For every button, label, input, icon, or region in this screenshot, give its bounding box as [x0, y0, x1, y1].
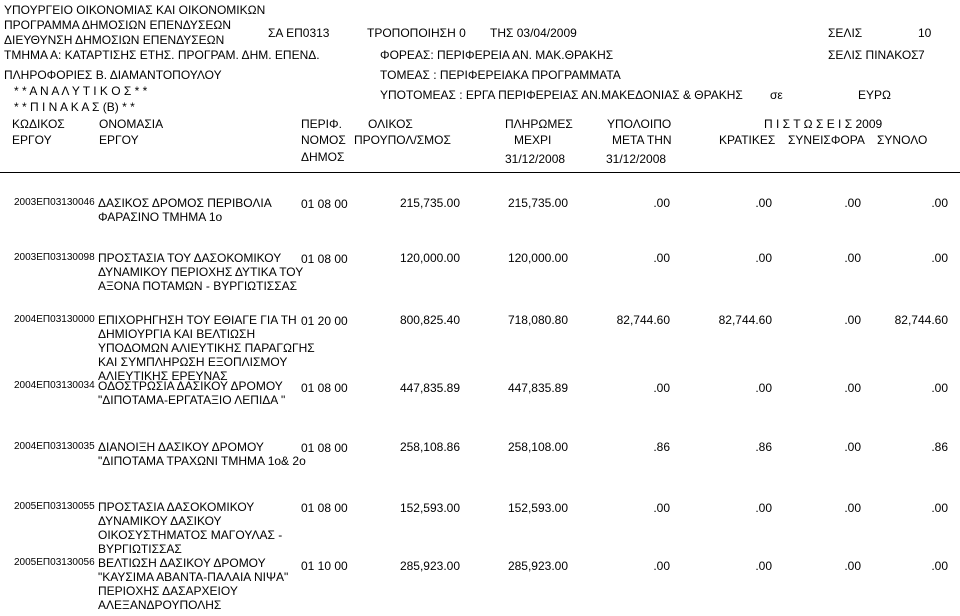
- row-remaining: .86: [653, 440, 670, 454]
- row-national: .00: [755, 501, 772, 515]
- row-cofund: .00: [844, 196, 861, 210]
- row-paid: 718,080.80: [507, 313, 568, 327]
- row-name: ΕΠΙΧΟΡΗΓΗΣΗ ΤΟΥ ΕΘΙΑΓΕ ΓΙΑ ΤΗ ΔΗΜΙΟΥΡΓΙΑ ΚΑΙ ΒΕΛΤΙΩΣΗ ΥΠΟΔΟΜΩΝ ΑΛΙΕΥΤΙΚΗΣ ΠΑΡΑΓΩΓΗΣ ΚΑΙ ΣΥΜΠΛΗΡΩΣΗ ΕΞΟΠΛΙΣΜΟΥ ΑΛΙΕΥΤΙΚΗΣ ΕΡΕΥΝΑΣ: [98, 313, 315, 383]
- row-name: ΔΙΑΝΟΙΞΗ ΔΑΣΙΚΟΥ ΔΡΟΜΟΥ "ΔΙΠΟΤΑΜΑ ΤΡΑΧΩΝΙ ΤΜΗΜΑ 1ο& 2ο: [98, 440, 306, 468]
- row-sum: .00: [931, 381, 948, 395]
- row-code: 2003ΕΠ03130046: [14, 197, 95, 208]
- row-name: ΒΕΛΤΙΩΣΗ ΔΑΣΙΚΟΥ ΔΡΟΜΟΥ "ΚΑΥΣΙΜΑ ΑΒΑΝΤΑ-ΠΑΛΑΙΑ ΝΙΨΑ" ΠΕΡΙΟΧΗΣ ΔΑΣΑΡΧΕΙΟΥ ΑΛΕΞΑΝΔΡΟΥΠΟΛΗΣ: [98, 556, 289, 612]
- row-sum: 82,744.60: [894, 313, 948, 327]
- row-sum: .86: [931, 440, 948, 454]
- header-divider: [0, 172, 960, 173]
- pinakas-label: * * Π Ι Ν Α Κ Α Σ (Β) * *: [14, 100, 135, 114]
- row-cofund: .00: [844, 559, 861, 573]
- col-paid-2: ΜΕΧΡΙ: [514, 133, 552, 147]
- row-cofund: .00: [844, 501, 861, 515]
- col-paid-1: ΠΛΗΡΩΜΕΣ: [505, 117, 573, 131]
- col-nom-3: ΔΗΜΟΣ: [301, 150, 345, 164]
- row-name: ΔΑΣΙΚΟΣ ΔΡΟΜΟΣ ΠΕΡΙΒΟΛΙΑ ΦΑΡΑΣΙΝΟ ΤΜΗΜΑ 1ο: [98, 196, 272, 224]
- col-sum: ΣΥΝΟΛΟ: [877, 133, 928, 147]
- directorate-title: ΔΙΕΥΘΥΝΣΗ ΔΗΜΟΣΙΩΝ ΕΠΕΝΔΥΣΕΩΝ: [4, 33, 225, 47]
- modification-label: ΤΡΟΠΟΠΟΙΗΣΗ 0: [367, 26, 466, 40]
- col-code-2: ΕΡΓΟΥ: [12, 133, 52, 147]
- table-page-number: 7: [918, 48, 925, 62]
- row-sum: .00: [931, 559, 948, 573]
- col-credits-title: Π Ι Σ Τ Ω Σ Ε Ι Σ 2009: [764, 117, 883, 131]
- col-total-2: ΠΡΟΥΠΟΛ/ΣΜΟΣ: [354, 133, 451, 147]
- row-cofund: .00: [844, 251, 861, 265]
- row-code: 2005ΕΠ03130055: [14, 501, 95, 512]
- row-total: 215,735.00: [399, 196, 460, 210]
- row-cofund: .00: [844, 381, 861, 395]
- row-remaining: .00: [653, 559, 670, 573]
- report-date: ΤΗΣ 03/04/2009: [490, 26, 577, 40]
- row-remaining: .00: [653, 196, 670, 210]
- ministry-title: ΥΠΟΥΡΓΕΙΟ ΟΙΚΟΝΟΜΙΑΣ ΚΑΙ ΟΙΚΟΝΟΜΙΚΩΝ: [4, 3, 266, 17]
- sector-label: ΤΟΜΕΑΣ : ΠΕΡΙΦΕΡΕΙΑΚΑ ΠΡΟΓΡΑΜΜΑΤΑ: [380, 68, 621, 82]
- row-sum: .00: [931, 196, 948, 210]
- row-remaining: .00: [653, 251, 670, 265]
- row-total: 120,000.00: [399, 251, 460, 265]
- row-nomos: 01 08 00: [301, 441, 348, 455]
- agency-label: ΦΟΡΕΑΣ: ΠΕΡΙΦΕΡΕΙΑ ΑΝ. ΜΑΚ.ΘΡΑΚΗΣ: [380, 48, 614, 62]
- row-total: 285,923.00: [399, 559, 460, 573]
- unit-euro: ΕΥΡΩ: [858, 88, 891, 102]
- row-nomos: 01 10 00: [301, 559, 348, 573]
- row-code: 2004ΕΠ03130034: [14, 380, 95, 391]
- row-nomos: 01 08 00: [301, 197, 348, 211]
- row-paid: 120,000.00: [507, 251, 568, 265]
- row-code: 2004ΕΠ03130000: [14, 314, 95, 325]
- row-sum: .00: [931, 501, 948, 515]
- row-code: 2005ΕΠ03130056: [14, 557, 95, 568]
- col-national: ΚΡΑΤΙΚΕΣ: [719, 133, 776, 147]
- row-total: 258,108.86: [399, 440, 460, 454]
- sa-code: ΣΑ ΕΠ0313: [268, 26, 330, 40]
- department-title: ΤΜΗΜΑ Α: ΚΑΤΑΡΤΙΣΗΣ ΕΤΗΣ. ΠΡΟΓΡΑΜ. ΔΗΜ. ΕΠΕΝΔ.: [4, 48, 320, 62]
- row-nomos: 01 08 00: [301, 252, 348, 266]
- row-sum: .00: [931, 251, 948, 265]
- row-paid: 152,593.00: [507, 501, 568, 515]
- row-paid: 215,735.00: [507, 196, 568, 210]
- col-name-2: ΕΡΓΟΥ: [99, 133, 139, 147]
- row-paid: 285,923.00: [507, 559, 568, 573]
- col-rem-3: 31/12/2008: [606, 152, 667, 166]
- row-paid: 447,835.89: [507, 381, 568, 395]
- page-label: ΣΕΛΙΣ: [828, 26, 863, 40]
- row-national: .00: [755, 381, 772, 395]
- row-national: 82,744.60: [718, 313, 772, 327]
- row-national: .86: [755, 440, 772, 454]
- row-national: .00: [755, 251, 772, 265]
- unit-se: σε: [770, 88, 783, 102]
- row-remaining: 82,744.60: [616, 313, 670, 327]
- row-national: .00: [755, 196, 772, 210]
- table-page-label: ΣΕΛΙΣ ΠΙΝΑΚΟΣ: [828, 48, 919, 62]
- page-number: 10: [918, 26, 932, 40]
- row-total: 447,835.89: [399, 381, 460, 395]
- row-nomos: 01 08 00: [301, 501, 348, 515]
- row-code: 2003ΕΠ03130098: [14, 252, 95, 263]
- info-label: ΠΛΗΡΟΦΟΡΙΕΣ Β. ΔΙΑΜΑΝΤΟΠΟΥΛΟΥ: [4, 68, 222, 82]
- col-total-1: ΟΛΙΚΟΣ: [368, 117, 413, 131]
- row-remaining: .00: [653, 381, 670, 395]
- analytikos-label: * * Α Ν Α Λ Υ Τ Ι Κ Ο Σ * *: [14, 84, 148, 98]
- row-name: ΠΡΟΣΤΑΣΙΑ ΔΑΣΟΚΟΜΙΚΟΥ ΔΥΝΑΜΙΚΟΥ ΔΑΣΙΚΟΥ ΟΙΚΟΣΥΣΤΗΜΑΤΟΣ ΜΑΓΟΥΛΑΣ - ΒΥΡΓΙΩΤΙΣΣΑΣ: [98, 500, 283, 556]
- col-nom-2: ΝΟΜΟΣ: [301, 133, 346, 147]
- row-code: 2004ΕΠ03130035: [14, 441, 95, 452]
- row-remaining: .00: [653, 501, 670, 515]
- col-cofund: ΣΥΝΕΙΣΦΟΡΑ: [788, 133, 865, 147]
- row-name: ΟΔΟΣΤΡΩΣΙΑ ΔΑΣΙΚΟΥ ΔΡΟΜΟΥ "ΔΙΠΟΤΑΜΑ-ΕΡΓΑΤΑΞΙΟ ΛΕΠΙΔΑ ": [98, 379, 286, 407]
- row-cofund: .00: [844, 313, 861, 327]
- col-nom-1: ΠΕΡΙΦ.: [301, 117, 342, 131]
- row-nomos: 01 08 00: [301, 381, 348, 395]
- row-name: ΠΡΟΣΤΑΣΙΑ ΤΟΥ ΔΑΣΟΚΟΜΙΚΟΥ ΔΥΝΑΜΙΚΟΥ ΠΕΡΙΟΧΗΣ ΔΥΤΙΚΑ ΤΟΥ ΑΞΟΝΑ ΠΟΤΑΜΩΝ - ΒΥΡΓΙΩΤΙΣΣΑΣ: [98, 251, 304, 293]
- subsector-label: ΥΠΟΤΟΜΕΑΣ : ΕΡΓΑ ΠΕΡΙΦΕΡΕΙΑΣ ΑΝ.ΜΑΚΕΔΟΝΙΑΣ & ΘΡΑΚΗΣ: [380, 88, 743, 102]
- col-rem-2: ΜΕΤΑ ΤΗΝ: [612, 133, 672, 147]
- row-paid: 258,108.00: [507, 440, 568, 454]
- row-total: 152,593.00: [399, 501, 460, 515]
- program-title: ΠΡΟΓΡΑΜΜΑ ΔΗΜΟΣΙΩΝ ΕΠΕΝΔΥΣΕΩΝ: [4, 18, 231, 32]
- row-nomos: 01 20 00: [301, 314, 348, 328]
- row-national: .00: [755, 559, 772, 573]
- col-name-1: ΟΝΟΜΑΣΙΑ: [99, 117, 164, 131]
- col-code-1: ΚΩΔΙΚΟΣ: [12, 117, 65, 131]
- row-cofund: .00: [844, 440, 861, 454]
- row-total: 800,825.40: [399, 313, 460, 327]
- col-rem-1: ΥΠΟΛΟΙΠΟ: [607, 117, 672, 131]
- col-paid-3: 31/12/2008: [505, 152, 566, 166]
